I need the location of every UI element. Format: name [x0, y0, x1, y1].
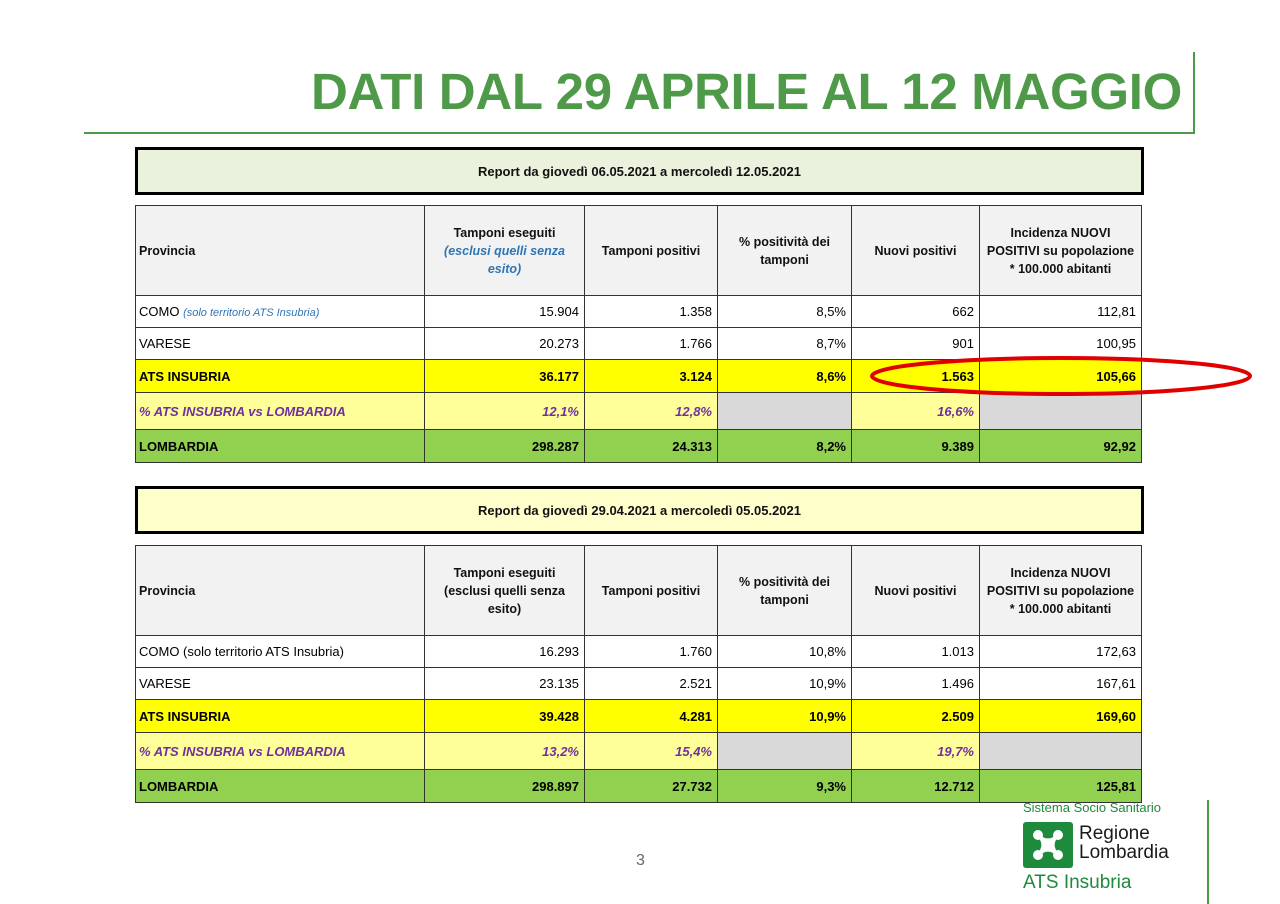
title-underline	[84, 132, 1195, 134]
logo-region-text: Regione Lombardia	[1079, 823, 1169, 863]
header-incidenza: Incidenza NUOVI POSITIVI su popolazione * 100.000 abitanti	[980, 206, 1142, 296]
cell-positivi: 1.766	[585, 328, 718, 360]
cell-percent: 8,6%	[718, 360, 852, 393]
cell-tamponi: 12,1%	[425, 393, 585, 430]
cell-tamponi: 298.897	[425, 770, 585, 803]
cell-tamponi: 36.177	[425, 360, 585, 393]
cell-nuovi: 2.509	[852, 700, 980, 733]
table-header-row	[136, 546, 1142, 636]
cell-percent: 10,8%	[718, 636, 852, 668]
cell-empty	[718, 393, 852, 430]
cell-provincia: COMO (solo territorio ATS Insubria)	[136, 296, 425, 328]
cell-incidenza: 167,61	[980, 668, 1142, 700]
cell-positivi: 4.281	[585, 700, 718, 733]
cell-tamponi: 15.904	[425, 296, 585, 328]
cell-empty	[980, 733, 1142, 770]
cell-percent: 8,5%	[718, 296, 852, 328]
cell-incidenza: 172,63	[980, 636, 1142, 668]
table-row-percent	[136, 733, 1142, 770]
header-provincia: Provincia	[136, 206, 425, 296]
cell-percent: 10,9%	[718, 700, 852, 733]
cell-positivi: 1.760	[585, 636, 718, 668]
cell-provincia: % ATS INSUBRIA vs LOMBARDIA	[136, 393, 425, 430]
cell-provincia: VARESE	[136, 328, 425, 360]
cell-nuovi: 1.013	[852, 636, 980, 668]
header-tamponi-positivi: Tamponi positivi	[585, 546, 718, 636]
cell-positivi: 2.521	[585, 668, 718, 700]
page-title: DATI DAL 29 APRILE AL 12 MAGGIO	[310, 63, 1182, 120]
header-positivita: % positività dei tamponi	[718, 206, 852, 296]
cell-positivi: 12,8%	[585, 393, 718, 430]
logo-divider	[1207, 800, 1209, 904]
cell-positivi: 15,4%	[585, 733, 718, 770]
cell-positivi: 3.124	[585, 360, 718, 393]
title-right-rule	[1193, 52, 1195, 134]
cell-incidenza: 169,60	[980, 700, 1142, 733]
cell-nuovi: 16,6%	[852, 393, 980, 430]
table-row	[136, 296, 1142, 328]
cell-nuovi: 1.496	[852, 668, 980, 700]
cell-tamponi: 39.428	[425, 700, 585, 733]
cell-provincia: ATS INSUBRIA	[136, 360, 425, 393]
header-tamponi-eseguiti: Tamponi eseguiti (esclusi quelli senza esito)	[425, 546, 585, 636]
cell-incidenza: 92,92	[980, 430, 1142, 463]
cell-percent: 10,9%	[718, 668, 852, 700]
highlight-ellipse	[868, 354, 1254, 398]
cell-percent: 8,2%	[718, 430, 852, 463]
report-1-title: Report da giovedì 06.05.2021 a mercoledì 12.05.2021	[477, 163, 801, 179]
report-2-title: Report da giovedì 29.04.2021 a mercoledì 05.05.2021	[477, 502, 801, 518]
cell-empty	[980, 393, 1142, 430]
cell-incidenza: 105,66	[980, 360, 1142, 393]
cell-nuovi: 662	[852, 296, 980, 328]
cell-positivi: 24.313	[585, 430, 718, 463]
cell-nuovi: 901	[852, 328, 980, 360]
table-header-row	[136, 206, 1142, 296]
cell-provincia: COMO (solo territorio ATS Insubria)	[136, 636, 425, 668]
table-row	[136, 668, 1142, 700]
header-provincia: Provincia	[136, 546, 425, 636]
report-1-table	[135, 205, 1142, 463]
cell-positivi: 27.732	[585, 770, 718, 803]
cell-tamponi: 23.135	[425, 668, 585, 700]
table-row	[136, 636, 1142, 668]
cell-provincia: LOMBARDIA	[136, 430, 425, 463]
header-tamponi-note: (esclusi quelli senza esito)	[444, 583, 565, 616]
cell-nuovi: 19,7%	[852, 733, 980, 770]
cell-nuovi: 1.563	[852, 360, 980, 393]
cell-incidenza: 112,81	[980, 296, 1142, 328]
header-tamponi-eseguiti: Tamponi eseguiti (esclusi quelli senza esito)	[425, 206, 585, 296]
logo-ats-text: ATS Insubria	[1023, 872, 1132, 893]
cell-incidenza: 125,81	[980, 770, 1142, 803]
report-2-table	[135, 545, 1142, 803]
table-row-percent	[136, 393, 1142, 430]
cell-provincia: LOMBARDIA	[136, 770, 425, 803]
report-1-title-box	[135, 147, 1144, 195]
header-tamponi-note: (esclusi quelli senza esito)	[444, 243, 565, 276]
cell-provincia: ATS INSUBRIA	[136, 700, 425, 733]
cell-tamponi: 20.273	[425, 328, 585, 360]
table-row-ats	[136, 700, 1142, 733]
logo-system-text: Sistema Socio Sanitario	[1023, 800, 1162, 815]
report-2-title-box	[135, 486, 1144, 534]
page-number: 3	[636, 852, 645, 869]
cell-provincia: % ATS INSUBRIA vs LOMBARDIA	[136, 733, 425, 770]
lombardy-rose-icon	[1023, 822, 1073, 868]
cell-tamponi: 298.287	[425, 430, 585, 463]
cell-provincia: VARESE	[136, 668, 425, 700]
como-note: (solo territorio ATS Insubria)	[183, 307, 320, 319]
cell-percent: 9,3%	[718, 770, 852, 803]
header-nuovi-positivi: Nuovi positivi	[852, 206, 980, 296]
header-nuovi-positivi: Nuovi positivi	[852, 546, 980, 636]
table-row-lombardia	[136, 430, 1142, 463]
cell-incidenza: 100,95	[980, 328, 1142, 360]
cell-nuovi: 12.712	[852, 770, 980, 803]
cell-nuovi: 9.389	[852, 430, 980, 463]
header-incidenza: Incidenza NUOVI POSITIVI su popolazione * 100.000 abitanti	[980, 546, 1142, 636]
cell-percent: 8,7%	[718, 328, 852, 360]
header-positivita: % positività dei tamponi	[718, 546, 852, 636]
table-row-lombardia	[136, 770, 1142, 803]
cell-tamponi: 13,2%	[425, 733, 585, 770]
cell-positivi: 1.358	[585, 296, 718, 328]
cell-empty	[718, 733, 852, 770]
cell-tamponi: 16.293	[425, 636, 585, 668]
header-tamponi-positivi: Tamponi positivi	[585, 206, 718, 296]
